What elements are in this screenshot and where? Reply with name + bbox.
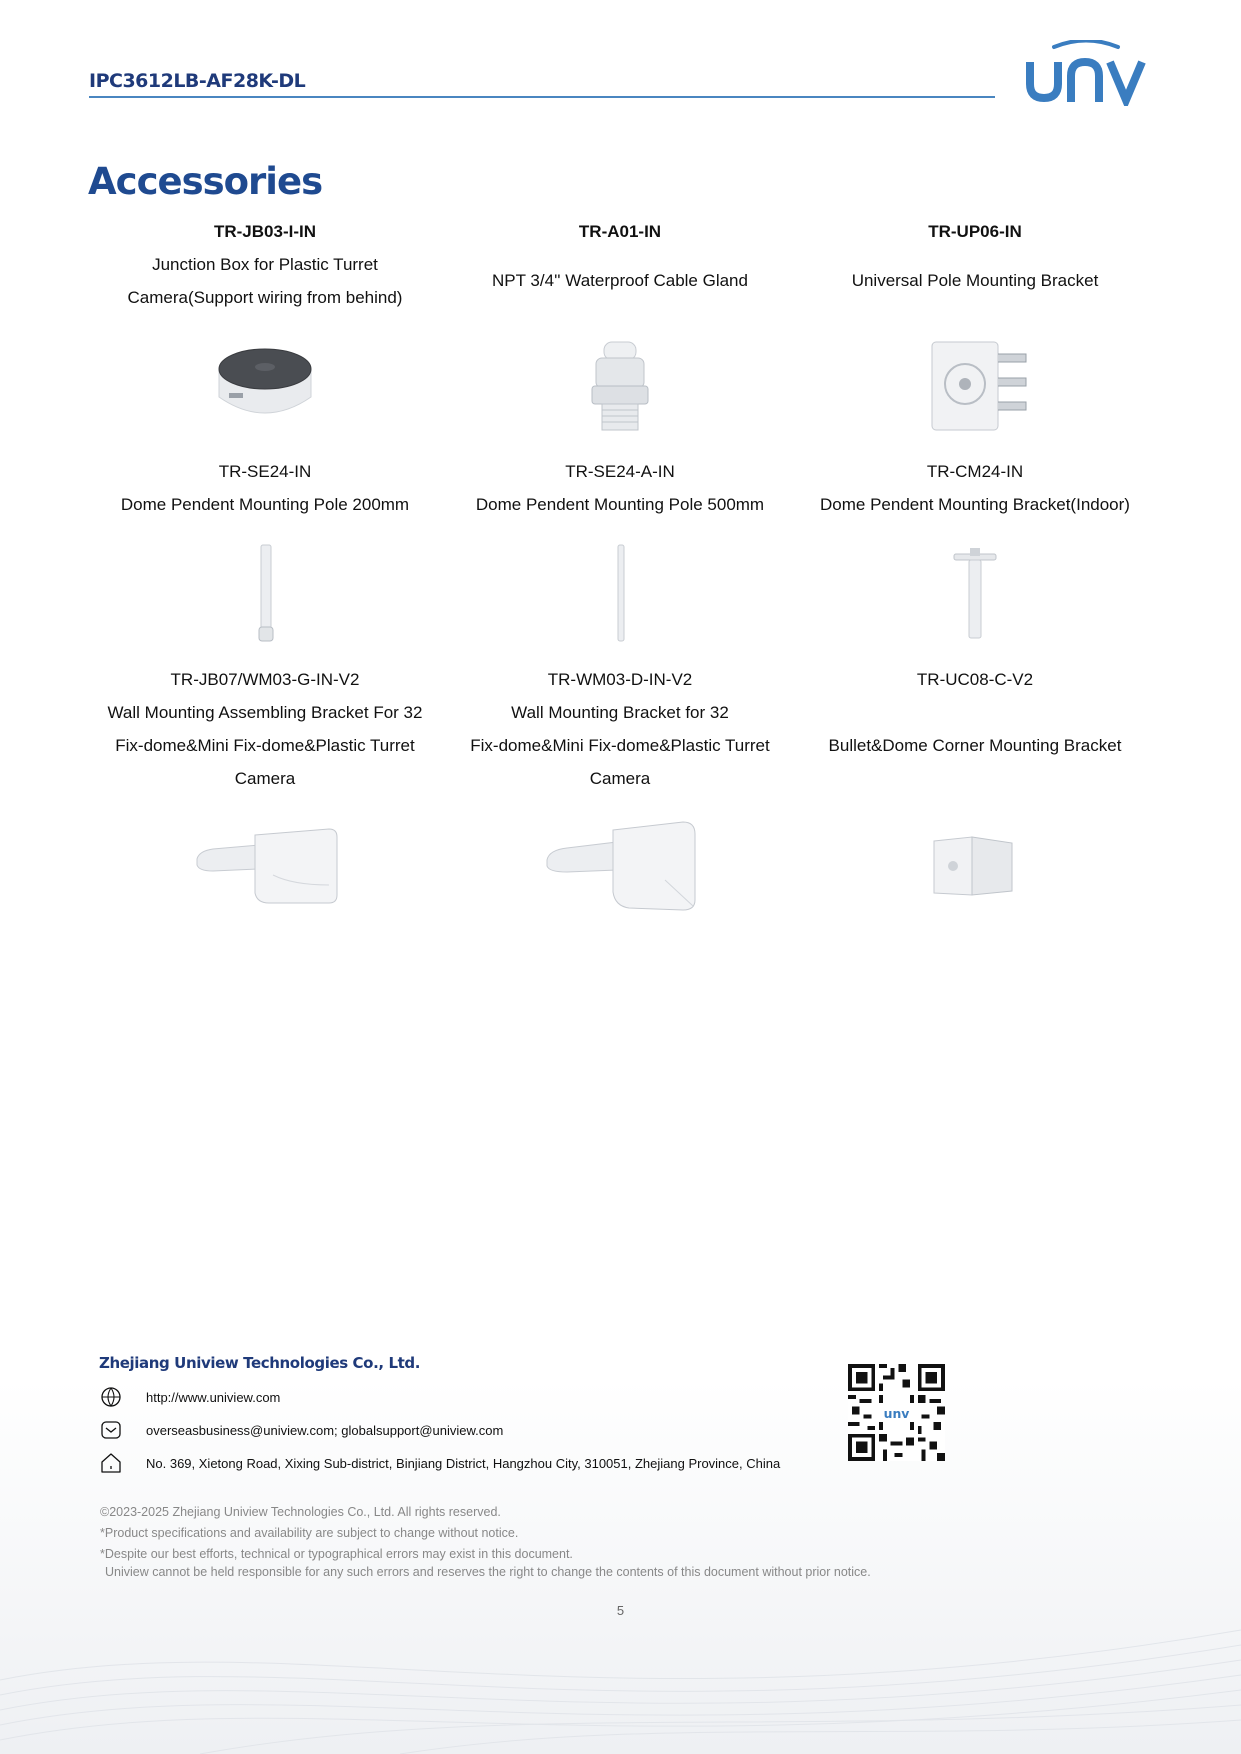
home-icon — [99, 1451, 123, 1475]
footer-email[interactable]: overseasbusiness@uniview.com; globalsupport@uniview.com — [146, 1422, 504, 1438]
footer-address: No. 369, Xietong Road, Xixing Sub-district, Binjiang District, Hangzhou City, 310051, Zhejiang Province, China — [146, 1455, 781, 1471]
junction-box-icon — [215, 345, 315, 423]
accessory-description: Camera — [234, 769, 296, 788]
accessory-description: Dome Pendent Mounting Bracket(Indoor) — [820, 495, 1130, 514]
accessory-code: TR-UC08-C-V2 — [916, 670, 1034, 689]
model-number: IPC3612LB-AF28K-DL — [89, 70, 306, 92]
footer-email-row — [99, 1418, 503, 1442]
header-divider — [89, 96, 995, 98]
wall-bracket-icon — [545, 820, 697, 912]
copyright-notice: ©2023-2025 Zhejiang Uniview Technologies Co., Ltd. All rights reserved. — [100, 1505, 501, 1519]
accessory-code: TR-UP06-IN — [928, 222, 1022, 241]
accessory-description: Junction Box for Plastic Turret — [152, 255, 378, 274]
accessory-code: TR-WM03-D-IN-V2 — [547, 670, 693, 689]
accessory-code: TR-A01-IN — [578, 222, 662, 241]
accessory-description: Wall Mounting Assembling Bracket For 32 — [107, 703, 423, 722]
accessory-code: TR-SE24-A-IN — [565, 462, 675, 481]
footer-website-row — [99, 1385, 280, 1409]
accessory-code: TR-JB07/WM03-G-IN-V2 — [170, 670, 360, 689]
accessory-code: TR-CM24-IN — [926, 462, 1024, 481]
ceiling-bracket-icon — [950, 548, 1000, 640]
footer-website[interactable]: http://www.uniview.com — [146, 1389, 281, 1405]
accessory-item — [450, 663, 790, 795]
accessory-item — [805, 215, 1145, 297]
accessory-code: TR-JB03-I-IN — [213, 222, 316, 241]
accessory-description: NPT 3/4'' Waterproof Cable Gland — [492, 271, 748, 290]
page-number: 5 — [616, 1603, 625, 1618]
accessory-description: Fix-dome&Mini Fix-dome&Plastic Turret — [115, 736, 415, 755]
section-title: Accessories — [88, 160, 323, 203]
footer-company-name: Zhejiang Uniview Technologies Co., Ltd. — [99, 1354, 421, 1372]
disclaimer-line: Uniview cannot be held responsible for any such errors and reserves the right to change the contents of this document without prior notice. — [105, 1565, 871, 1579]
uniview-logo — [1024, 40, 1148, 106]
accessory-item — [95, 215, 435, 314]
footer-address-row — [99, 1451, 780, 1475]
accessory-description: Wall Mounting Bracket for 32 — [511, 703, 729, 722]
accessory-item — [95, 663, 435, 795]
qr-logo-text: unv — [883, 1405, 910, 1421]
globe-icon — [99, 1385, 123, 1409]
accessory-description: Fix-dome&Mini Fix-dome&Plastic Turret — [470, 736, 770, 755]
accessory-item — [805, 455, 1145, 521]
accessory-description: Dome Pendent Mounting Pole 500mm — [475, 495, 765, 514]
mail-icon — [99, 1418, 123, 1442]
accessory-description: Camera(Support wiring from behind) — [127, 288, 403, 307]
accessory-item — [95, 455, 435, 521]
disclaimer-line: *Product specifications and availability are subject to change without notice. — [100, 1526, 519, 1540]
disclaimer-line: *Despite our best efforts, technical or typographical errors may exist in this document. — [100, 1547, 573, 1561]
accessory-description: Universal Pole Mounting Bracket — [851, 271, 1099, 290]
accessory-item — [450, 455, 790, 521]
pole-bracket-icon — [930, 340, 1030, 432]
accessory-description: Bullet&Dome Corner Mounting Bracket — [828, 736, 1122, 755]
accessory-description: Camera — [589, 769, 651, 788]
pole-500-icon — [615, 543, 627, 643]
accessory-item — [805, 663, 1145, 762]
accessory-code: TR-SE24-IN — [218, 462, 312, 481]
corner-bracket-icon — [932, 835, 1014, 897]
accessory-item — [450, 215, 790, 297]
accessory-description: Dome Pendent Mounting Pole 200mm — [120, 495, 410, 514]
wall-bracket-assembling-icon — [193, 825, 339, 905]
qr-code — [848, 1364, 945, 1461]
pole-200-icon — [257, 543, 275, 643]
cable-gland-icon — [588, 338, 652, 434]
